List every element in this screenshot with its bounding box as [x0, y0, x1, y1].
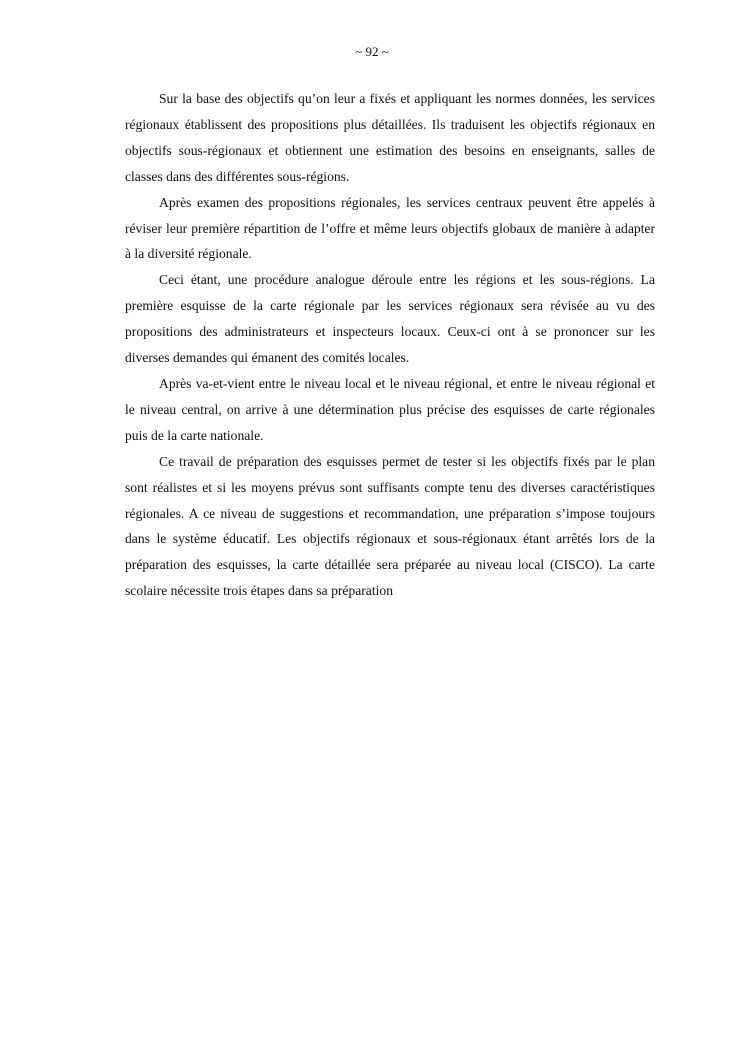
paragraph: Après va-et-vient entre le niveau local et le niveau régional, et entre le niveau régional et le niveau central, on arrive à une détermination plus précise des esquisses de carte régionales puis de la carte nationale.	[125, 375, 655, 443]
paragraph: Ce travail de préparation des esquisses permet de tester si les objectifs fixés par le plan sont réalistes et si les moyens prévus sont suffisants compte tenu des diverses caractéristiques régionales. A ce niveau de suggestions et recommandation, une préparation s’impose toujours dans le système éducatif. Les objectifs régionaux et sous-régionaux étant arrêtés lors de la préparation des esquisses, la carte détaillée sera préparée au niveau local (CISCO). La carte scolaire nécessite trois étapes dans sa préparation	[125, 453, 655, 599]
body-text	[125, 86, 655, 604]
paragraph: Ceci étant, une procédure analogue déroule entre les régions et les sous-régions. La première esquisse de la carte régionale par les services régionaux sera révisée au vu des propositions des administrateurs et inspecteurs locaux. Ceux-ci ont à se prononcer sur les diverses demandes qui émanent des comités locales.	[125, 272, 655, 366]
page-number: ~ 92 ~	[355, 44, 389, 59]
paragraph: Après examen des propositions régionales, les services centraux peuvent être appelés à réviser leur première répartition de l’offre et même leurs objectifs globaux de manière à adapter à la diversité régionale.	[125, 194, 655, 262]
paragraph: Sur la base des objectifs qu’on leur a fixés et appliquant les normes données, les services régionaux établissent des propositions plus détaillées. Ils traduisent les objectifs régionaux en objectifs sous-régionaux et obtiennent une estimation des besoins en enseignants, salles de classes dans des différentes sous-régions.	[125, 91, 655, 184]
